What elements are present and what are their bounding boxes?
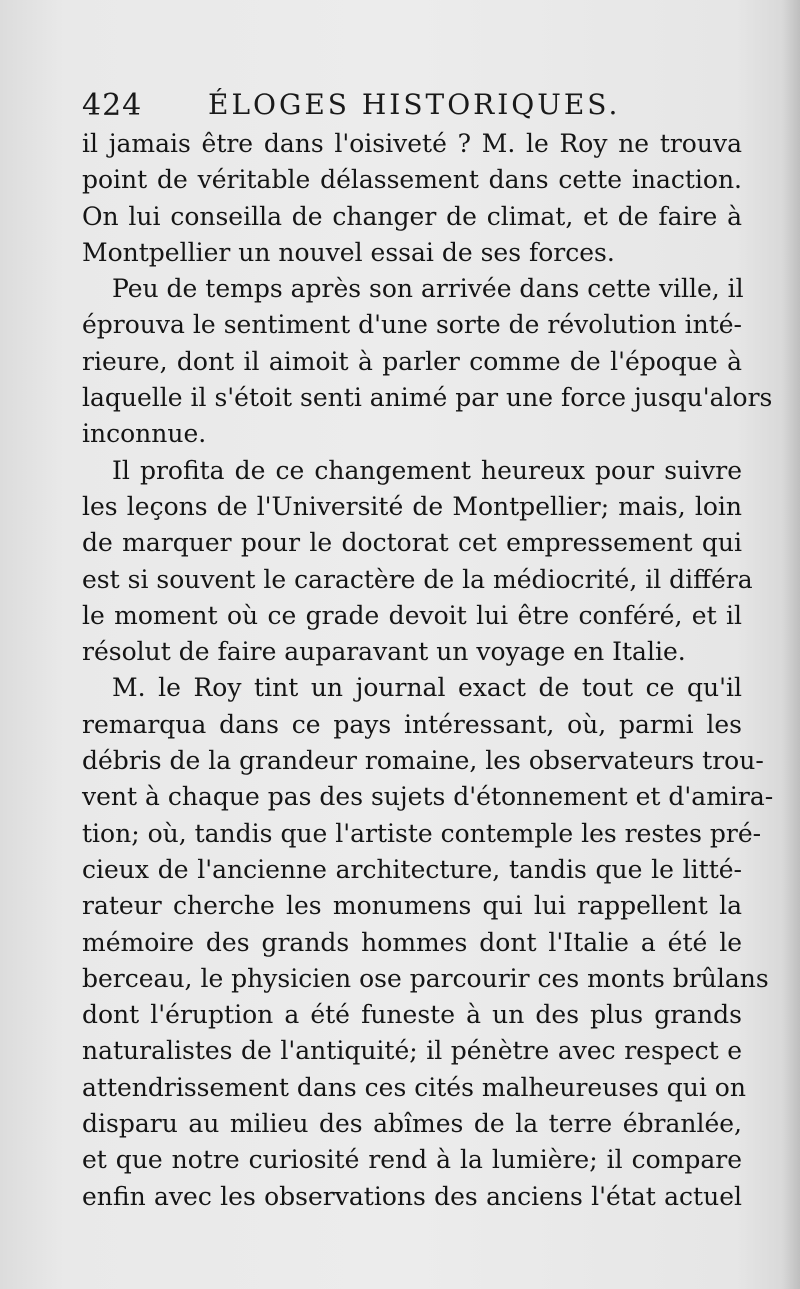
text-line: mémoire des grands hommes dont l'Italie a été le <box>82 927 742 957</box>
text-line: M. le Roy tint un journal exact de tout ce qu'il <box>112 673 742 703</box>
text-line: Peu de temps après son arrivée dans cette ville, il <box>112 274 744 304</box>
text-line: rieure, dont il aimoit à parler comme de l'époque à <box>82 346 742 376</box>
running-header <box>82 82 742 126</box>
text-line: cieux de l'ancienne architecture, tandis que le litté- <box>82 854 742 884</box>
text-line: Montpellier un nouvel essai de ses forces. <box>82 237 615 267</box>
text-line: point de véritable délassement dans cette inaction. <box>82 165 742 195</box>
text-line: tion; où, tandis que l'artiste contemple les restes pré- <box>82 818 762 848</box>
paragraph <box>82 126 742 271</box>
text-line: rateur cherche les monumens qui lui rappellent la <box>82 891 742 921</box>
text-line: Il profita de ce changement heureux pour suivre <box>112 455 742 485</box>
text-line: est si souvent le caractère de la médiocrité, il différa <box>82 564 753 594</box>
text-line: inconnue. <box>82 419 207 449</box>
text-line: éprouva le sentiment d'une sorte de révolution inté- <box>82 310 742 340</box>
paragraph <box>82 271 773 452</box>
text-line: il jamais être dans l'oisiveté ? M. le Roy ne trouva <box>82 129 742 158</box>
text-line: résolut de faire auparavant un voyage en Italie. <box>82 637 686 667</box>
text-line: disparu au milieu des abîmes de la terre ébranlée, <box>82 1109 742 1139</box>
text-line: enfin avec les observations des anciens l'état actuel <box>82 1181 742 1211</box>
text-line: vent à chaque pas des sujets d'étonnement et d'amira- <box>82 782 774 812</box>
text-line: On lui conseilla de changer de climat, et de faire à <box>82 201 742 231</box>
text-line: et que notre curiosité rend à la lumière; il compare <box>82 1145 742 1175</box>
text-line: berceau, le physicien ose parcourir ces monts brûlans <box>82 963 769 993</box>
text-line: remarqua dans ce pays intéressant, où, parmi les <box>82 709 742 739</box>
page-number: 424 <box>82 88 143 123</box>
text-line: débris de la grandeur romaine, les observateurs trou- <box>82 746 764 776</box>
text-line: attendrissement dans ces cités malheureuses qui on <box>82 1072 746 1102</box>
paragraph <box>82 670 774 1214</box>
text-line: de marquer pour le doctorat cet empressement qui <box>82 528 742 558</box>
paragraph <box>82 453 753 671</box>
text-line: les leçons de l'Université de Montpellier; mais, loin <box>82 491 742 521</box>
text-line: le moment où ce grade devoit lui être conféré, et il <box>82 600 742 630</box>
text-line: naturalistes de l'antiquité; il pénètre avec respect e <box>82 1036 742 1066</box>
body-text <box>82 126 774 1215</box>
page-edge-shadow <box>782 0 800 1289</box>
text-line: dont l'éruption a été funeste à un des plus grands <box>82 1000 742 1030</box>
running-title: ÉLOGES HISTORIQUES. <box>208 88 621 121</box>
text-line: laquelle il s'étoit senti animé par une force jusqu'alors <box>82 383 773 413</box>
